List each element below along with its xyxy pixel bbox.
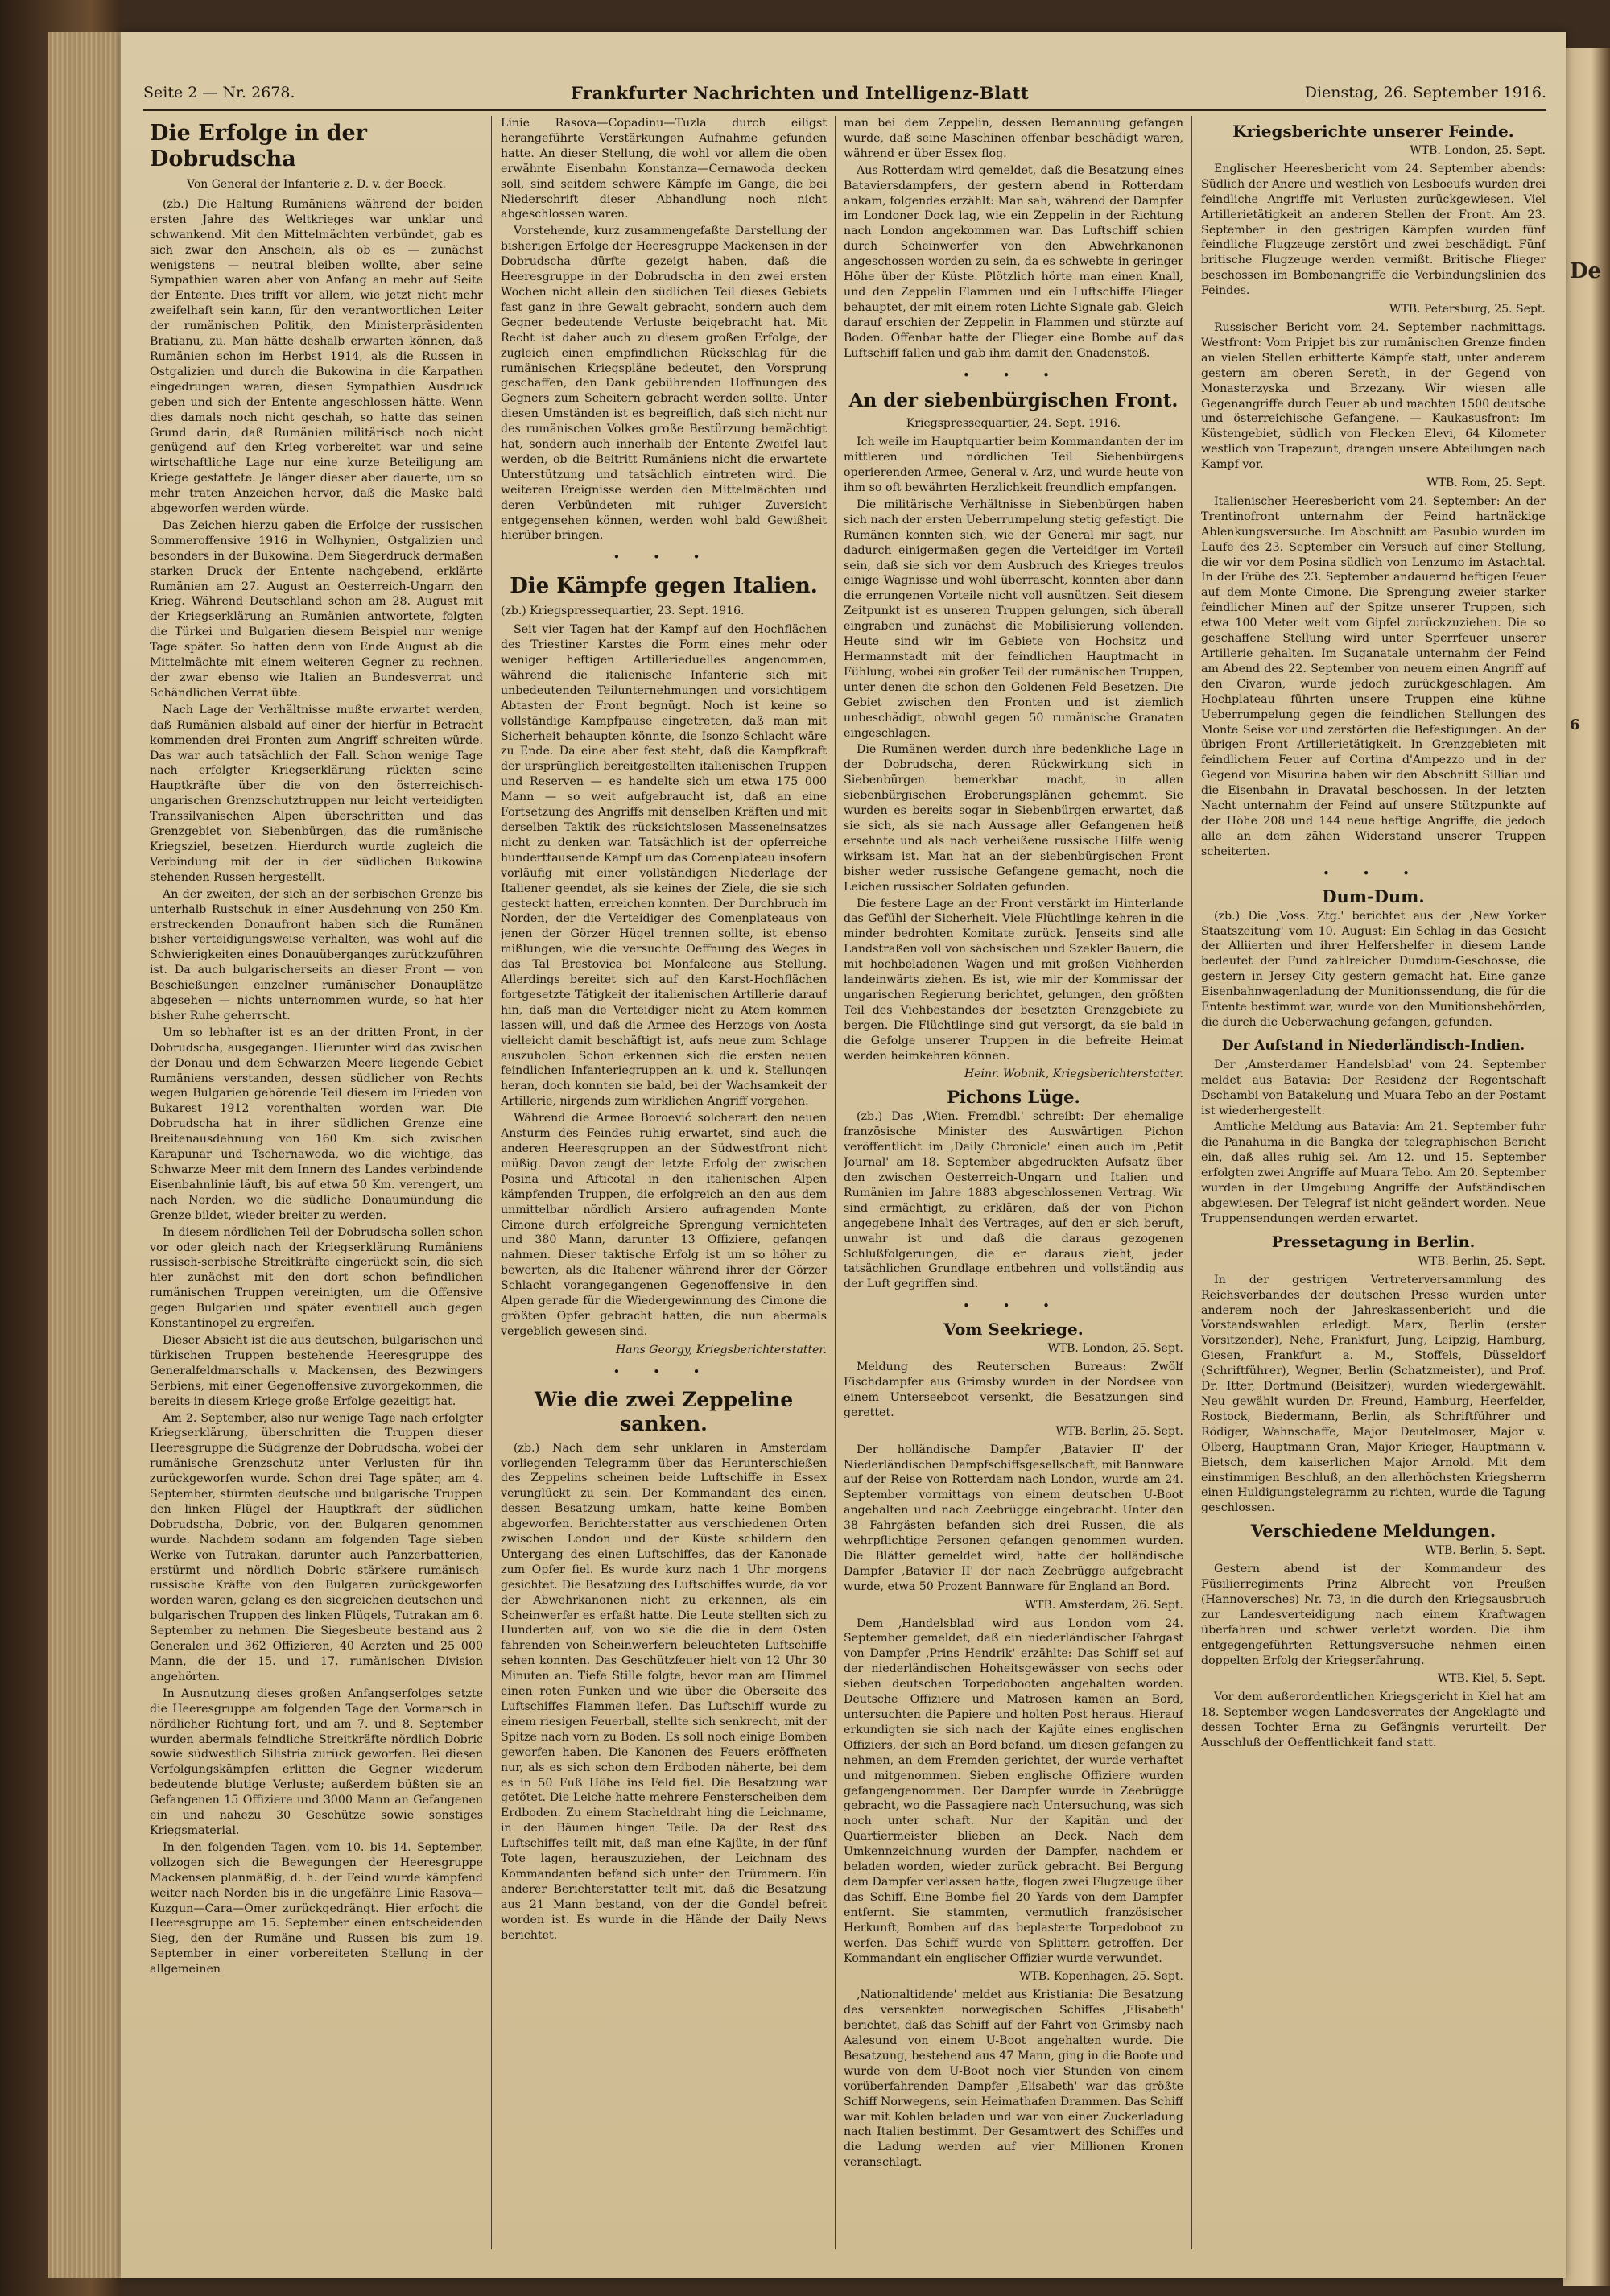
- article-paragraph: In der gestrigen Vertreterversammlung des Reichsverbandes der deutschen Presse wurden unter anderem noch der Jahreskassenbericht und die Vorstandswahlen erledigt. Marx, Berlin (erster Vorsitzender), Nehe, Frankfurt, Jung, Leipzig, Hamburg, Giesen, Frankfurt a. M., Stoffels, Düsseldorf (Schriftführer), Wegner, Berlin (Schatzmeister), und Prof. Dr. Itter, Dortmund (Beisitzer), wurden wiedergewählt. Neu gewählt wurden Dr. Freund, Hamburg, Heerfelder, Rostock, Biedermann, Berlin, als Schriftführer und Rödiger, Wahnschaffe, Major Deutelmoser, Major v. Olberg, Hauptmann Gran, Major Krieger, Hauptmann v. Bietsch, dem kaiserlichen Major Arnold. Mit dem einstimmigen Beschluß, an den allerhöchsten Kriegsherrn einen Huldigungstelegramm zu richten, wurde die Tagung geschlossen.: [1201, 1273, 1546, 1515]
- article-paragraph: Der ‚Amsterdamer Handelsblad' vom 24. September meldet aus Batavia: Der Residenz der Regentschaft Dschambi von Batakelung und Muara Tebo an der Postamt ist wiederhergestellt.: [1201, 1058, 1546, 1117]
- article-dateline: WTB. Berlin, 25. Sept.: [1055, 1424, 1183, 1438]
- article-paragraph: Seit vier Tagen hat der Kampf auf den Hochflächen des Triestiner Karstes die Form eines mehr oder weniger heftigen Artillerieduelles angenommen, während die italienische Infanterie sich mit unbedeutenden Teilunternehmungen und vorsichtigem Abtasten der Front begnügt. Noch ist keine so vollständige Kampfpause eingetreten, daß man mit Sicherheit behaupten könnte, die Isonzo-Schlacht wäre zu Ende. Da eine aber fest steht, daß die Kampfkraft der ursprünglich bereitgestellten italienischen Truppen und Reserven — es handelte sich um etwa 175 000 Mann — so weit aufgebraucht ist, daß an eine Fortsetzung des Angriffs mit denselben Kräften und mit derselben Taktik des rücksichtslosen Masseneinsatzes nicht zu denken war. Tatsächlich ist der opferreiche hunderttausende Kampf um das Comenplateau insofern vorläufig mit einer vollständigen Niederlage der Italiener geendet, als sie keines der Ziele, die sie sich gesteckt hatten, erreichen konnten. Der Durchbruch im Norden, der die Verteidiger des Comenplateaus von jenen der Görzer Hügel trennen sollte, ist ebenso mißlungen, wie die versuchte Oeffnung des Weges in das Tal Brestovica bei Monfalcone aus Stellung. Allerdings bereitet sich auf den Karst-Hochflächen fortgesetzte Tätigkeit der italienischen Artillerie darauf hin, daß man die Verteidiger nicht zu Atem kommen lassen will, und daß die Armee des Herzogs von Aosta vielleicht damit beschäftigt ist, aufs neue zum Schlage auszuholen. Schon erkennen sich die ersten neuen feindlichen Infanteriegruppen an k. und k. Stellungen heran, doch konnten sie bald, bei der Wachsamkeit der Artillerie, nirgends zum wirklichen Angriff vorgehen.: [501, 623, 827, 1109]
- article-dateline: WTB. Kopenhagen, 25. Sept.: [1019, 1970, 1183, 1984]
- column-3: [844, 116, 1183, 2249]
- article-dateline: (zb.) Kriegspressequartier, 23. Sept. 1916.: [501, 605, 745, 618]
- paper-title: Frankfurter Nachrichten und Intelligenz-Blatt: [571, 82, 1030, 103]
- separator: • • •: [613, 1364, 715, 1379]
- column-divider: [835, 116, 836, 2249]
- newspaper-page: [121, 32, 1566, 2278]
- column-2: [501, 116, 827, 2249]
- separator: • • •: [962, 1299, 1065, 1314]
- article-dateline: WTB. Petersburg, 25. Sept.: [1389, 303, 1546, 316]
- column-divider: [1191, 116, 1192, 2249]
- separator: • • •: [613, 550, 715, 565]
- article-paragraph: In Ausnutzung dieses großen Anfangserfolges setzte die Heeresgruppe am folgenden Tage den Vormarsch in nördlicher Richtung fort, und am 7. und 8. September wurden abermals feindliche Streitkräfte nördlich Dobric sowie südwestlich Silistria zurück geworfen. Bei diesen Verfolgungskämpfen erlitten die Gegner wiederum bedeutende blutige Verluste; außerdem büßten sie an Gefangenen 15 Offiziere und 3000 Mann an Gefangenen ein und nahezu 30 Geschütze sowie sonstiges Kriegsmaterial.: [150, 1687, 483, 1837]
- article-paragraph: Linie Rasova—Copadinu—Tuzla durch eiligst herangeführte Verstärkungen Aufnahme gefunden hatte. An dieser Stellung, die wohl vor allem die oben erwähnte Eisenbahn Konstanza—Cernawoda decken soll, sind seitdem schwere Kämpfe im Gange, die bei Niederschrift dieser Abhandlung noch nicht abgeschlossen waren.: [501, 117, 827, 221]
- article-title: An der siebenbürgischen Front.: [848, 390, 1179, 412]
- article-dateline: WTB. Kiel, 5. Sept.: [1437, 1672, 1546, 1686]
- article-paragraph: Nach Lage der Verhältnisse mußte erwartet werden, daß Rumänien alsbald auf einer der hierfür in Betracht kommenden drei Fronten zum Angriff schreiten würde. Das war auch tatsächlich der Fall. Schon wenige Tage nach erfolgter Kriegserklärung rückten seine Hauptkräfte über die von den österreichisch-ungarischen Grenzschutztruppen nur leicht verteidigten Transsilvanischen Alpen überschritten und das Grenzgebiet von Siebenbürgen, das die rumänische Kriegsziel, besetzen. Hierdurch wurde zugleich die Verbindung mit der in der südlichen Bukowina stehenden Russen hergestellt.: [150, 703, 483, 884]
- article-dateline: Kriegspressequartier, 24. Sept. 1916.: [906, 417, 1121, 431]
- article-paragraph: Dieser Absicht ist die aus deutschen, bulgarischen und türkischen Truppen bestehende Heeresgruppe des Generalfeldmarschalls v. Mackensen, des Bezwingers Serbiens, mit einer Gegenoffensive zuvorgekommen, die bereits in diesem Kriege große Erfolge gezeitigt hat.: [150, 1333, 483, 1408]
- article-title: Pichons Lüge.: [947, 1087, 1080, 1108]
- article-dateline: WTB. Amsterdam, 26. Sept.: [1024, 1598, 1183, 1612]
- column-4: [1201, 116, 1546, 2249]
- article-paragraph: (zb.) Nach dem sehr unklaren in Amsterdam vorliegenden Telegramm über das Herunterschießen des Zeppelins scheinen beide Luftschiffe in Essex verunglückt zu sein. Der Kommandant des einen, dessen Besatzung umkam, hatte keine Bomben abgeworfen. Berichterstatter aus verschiedenen Orten zwischen London und der Küste schildern den Untergang des einen Luftschiffes, das der Kanonade zum Opfer fiel. Es wurde kurz nach 1 Uhr morgens gesichtet. Die Besatzung des Luftschiffes wurde, da vor der Abwehrkanonen nicht zu erkennen, als ein Scheinwerfer es erfaßt hatte. Die Leute stellten sich zu Hunderten auf, von wo sie die die in dem Osten fahrenden von Scheinwerfern beleuchteten Luftschiffe sehen konnten. Das Geschützfeuer hielt von 12 Uhr 30 Minuten an. Tiefe Stille folgte, bevor man am Himmel einen roten Funken und wie über die Oberseite des Luftschiffes Flammen liefen. Das Luftschiff wurde zu einem riesigen Feuerball, stellte sich senkrecht, mit der Spitze nach vorn zu Boden. Es soll noch einige Bomben geworfen haben. Die Kanonen des Feuers eröffneten nur, als es sich schon dem Erdboden näherte, bei dem es in 50 Fuß Höhe ins Feld fiel. Die Besatzung war getötet. Die Leiche hatte mehrere Fensterscheiben dem Erdboden. Zu einem Stacheldraht hing die Leichname, in den Bäumen hingen Teile. Da der Rest des Luftschiffes teilt mit, daß man eine Kajüte, in der fünf Tote lagen, herauszuziehen, der Leichnam des Kommandanten befand sich unter den Trümmern. Ein anderer Berichterstatter teilt mit, daß die Besatzung aus 21 Mann bestand, von der die Gondel befreit worden ist. Es wurde in die Hände der Daily News berichtet.: [501, 1441, 827, 1942]
- article-paragraph: Während die Armee Boroević solcherart den neuen Ansturm des Feindes ruhig erwartet, sind auch die anderen Heeresgruppen an der Südwestfront nicht müßig. Davon zeugt der letzte Erfolg der zwischen Posina und Afticotal in den italienischen Alpen kämpfenden Truppen, die erfolgreich an den aus dem unmittelbar nördlich Arsiero aufragenden Monte Cimone durch erfolgreiche Sprengung vernichteten und 380 Mann, darunter 13 Offiziere, gefangen nahmen. Dieser taktische Erfolg ist um so höher zu bewerten, als die Italiener während ihrer der Görzer Schlacht vorangegangenen Gegenoffensive in den Alpen gerade für die Wiedergewinnung des Cimone die größten Opfer gebracht hatten, die nun abermals vergeblich gewesen sind.: [501, 1112, 827, 1338]
- article-paragraph: Englischer Heeresbericht vom 24. September abends: Südlich der Ancre und westlich von Lesboeufs wurden drei feindliche Angriffe mit Verlusten zurückgewiesen. Viel Artillerietätigkeit an anderen Stellen der Front. Am 23. September in den gestrigen Kämpfen wurden fünf feindliche Flugzeuge zerstört und zwei beschädigt. Fünf britische Flugzeuge werden vermißt. Britische Flieger beschossen im Bombenangriffe die Verbindungslinien des Feindes.: [1201, 162, 1546, 298]
- article-byline: Von General der Infanterie z. D. v. der Boeck.: [187, 178, 446, 191]
- next-page-letters: De: [1570, 259, 1602, 283]
- article-paragraph: Die festere Lage an der Front verstärkt im Hinterlande das Gefühl der Sicherheit. Viele Flüchtlinge kehren in die minder bedrohten Komitate zurück. Jenseits sind alle Landstraßen voll von sächsischen und Szekler Bauern, die mit hochbeladenen Wagen und mit großen Viehherden landeinwärts ziehen. Es ist, wie mir der Kommissar der ungarischen Regierung berichtet, gelungen, den größten Teil des Viehbestandes der besetzten Grenzgebiete zu bergen. Die Flüchtlinge sind gut versorgt, da sie bald in die Gefolge unserer Truppen in die befreite Heimat werden heimkehren können.: [844, 897, 1183, 1063]
- article-paragraph: Der holländische Dampfer ‚Batavier II' der Niederländischen Dampfschiffsgesellschaft, mit Bannware auf der Reise von Rotterdam nach London, wurde am 24. September vormittags von einem deutschen U-Boot angehalten und nach Zeebrügge eingebracht. Unter den 38 Fahrgästen befanden sich drei Russen, die als wehrpflichtige Personen gefangen genommen wurden. Die Blätter gemeldet wird, hatte der holländische Dampfer ‚Batavier II' der nach Zeebrügge aufgebracht wurde, etwa 50 Prozent Bannware für England an Bord.: [844, 1443, 1183, 1593]
- article-title: Verschiedene Meldungen.: [1250, 1521, 1496, 1542]
- article-paragraph: Aus Rotterdam wird gemeldet, daß die Besatzung eines Bataviersdampfers, der gestern abend in Rotterdam ankam, folgendes erzählt: Man sah, während der Dampfer im Londoner Dock lag, wie ein Zeppelin in der Richtung nach London angekommen war. Das Luftschiff schien durch Scheinwerfer von den Abwehrkanonen angeschossen worden zu sein, da es schwebte in geringer Höhe über der Küste. Plötzlich hörte man einen Knall, und den Zeppelin Flammen und ein Luftschiffe Flieger behauptet, der mit einem roten Lichte Signale gab. Gleich darauf erschien der Zeppelin in Flammen und stürzte auf Boden. Offenbar hatte der Flieger eine Bombe auf das Luftschiff fallen und gab ihm damit den Gnadenstoß.: [844, 163, 1183, 360]
- article-dateline: WTB. Berlin, 5. Sept.: [1425, 1544, 1546, 1558]
- article-title: Wie die zwei Zeppeline sanken.: [534, 1387, 794, 1435]
- article-paragraph: Das Zeichen hierzu gaben die Erfolge der russischen Sommeroffensive 1916 in Wolhynien, Ostgalizien und besonders in der Bukowina. Dem Siegerdruck dermaßen starken Druck der Entente nachgebend, erklärte Rumänien am 27. August an Oesterreich-Ungarn den Krieg. Während Deutschland schon am 28. August mit der Kriegserklärung an Rumänien antwortete, folgten die Türkei und Bulgarien diesem Beispiel nur wenige Tage später. So hatten denn von Ende August ab die Mittelmächte mit einem weiteren Gegner zu rechnen, der zwar ebenso wie Italien an Bundesverrat und Schändlichen Verrat übte.: [150, 518, 483, 700]
- article-paragraph: Meldung des Reuterschen Bureaus: Zwölf Fischdampfer aus Grimsby wurden in der Nordsee von einem Unterseeboot versenkt, die Besatzungen sind gerettet.: [844, 1361, 1183, 1419]
- article-paragraph: man bei dem Zeppelin, dessen Bemannung gefangen wurde, daß seine Maschinen offenbar beschädigt waren, während er über Essex flog.: [844, 117, 1183, 160]
- separator: • • •: [1322, 865, 1425, 881]
- article-paragraph: Russischer Bericht vom 24. September nachmittags. Westfront: Vom Pripjet bis zur rumänischen Grenze finden an vielen Stellen erbitterte Kämpfe statt, unter anderem gestern am oberen Sereth, in der Gegend von Monasterzyska und Brzezany. Wir wiesen alle Gegenangriffe durch Feuer ab und machten 1500 deutsche und österreichische Gefangene. — Kaukasusfront: Im Küstengebiet, südlich von Flecken Elevi, 64 Kilometer westlich von Trapezunt, drangen unsere Abteilungen nach Kampf vor.: [1201, 320, 1546, 472]
- article-paragraph: Ich weile im Hauptquartier beim Kommandanten der im mittleren und nördlichen Teil Siebenbürgens operierenden Armee, General v. Arz, und wurde heute von ihm so oft bewährten Herzlichkeit freundlich empfangen.: [844, 436, 1183, 495]
- article-author: Hans Georgy, Kriegsberichterstatter.: [616, 1343, 827, 1357]
- column-1: [150, 116, 483, 2249]
- article-paragraph: An der zweiten, der sich an der serbischen Grenze bis unterhalb Rustschuk in einer Ausdehnung von 250 Km. erstreckenden Donaufront haben sich die Rumänen bisher verteidigungsweise verhalten, was wohl auf die Schwierigkeiten eines Donauüberganges zurückzuführen ist. Da auch bulgarischerseits an dieser Front — von Beschießungen einzelner rumänischer Donauplätze abgesehen — nichts unternommen wurde, so hat hier bisher Ruhe geherrscht.: [150, 887, 483, 1022]
- article-title: Der Aufstand in Niederländisch-Indien.: [1221, 1037, 1525, 1054]
- article-title: Vom Seekriege.: [943, 1319, 1084, 1340]
- article-paragraph: In den folgenden Tagen, vom 10. bis 14. September, vollzogen sich die Bewegungen der Heeresgruppe Mackensen planmäßig, d. h. der Feind wurde kämpfend weiter nach Norden bis in die ungefähre Linie Rasova—Kuzgun—Cara—Omer zurückgedrängt. Hier erfocht die Heeresgruppe am 15. September einen entscheidenden Sieg, den der Rumäne und Russen bis zum 19. September in einer vorbereiteten Stellung in der allgemeinen: [150, 1840, 483, 1976]
- page-number: Seite 2 — Nr. 2678.: [143, 84, 295, 101]
- article-paragraph: Die Rumänen werden durch ihre bedenkliche Lage in der Dobrudscha, deren Rückwirkung sich in Siebenbürgen bemerkbar macht, in allen siebenbürgischen Eroberungsplänen gehemmt. Sie wurden es bereits sogar in Siebenbürgen erwartet, daß sie sich, als sie nach Aussage aller Gefangenen heiß ersehnte und als nach verheißene russische Hilfe wenig wirksam ist. Man hat an der siebenbürgischen Front bisher weder russische Gefangene gemacht, noch die Leichen russischer Soldaten gefunden.: [844, 743, 1183, 894]
- article-paragraph: Amtliche Meldung aus Batavia: Am 21. September fuhr die Panahuma in die Bangka der telegraphischen Bericht ein, daß alles ruhig sei. Am 12. und 15. September erfolgten zwei Angriffe auf Muara Tebo. Am 20. September wurden in der Umgebung Angriffe der Aufständischen abgewiesen. Der Telegraf ist nicht geändert worden. Neue Truppensendungen werden erwartet.: [1201, 1121, 1546, 1225]
- article-paragraph: Vor dem außerordentlichen Kriegsgericht in Kiel hat am 18. September wegen Landesverrates der Angeklagte und dessen Tochter Erna zu Gefängnis verurteilt. Der Ausschluß der Oeffentlichkeit fand statt.: [1201, 1691, 1546, 1750]
- article-paragraph: ‚Nationaltidende' meldet aus Kristiania: Die Besatzung des versenkten norwegischen Schiffes ‚Elisabeth' berichtet, daß das Schiff auf der Fahrt von Grimsby nach Aalesund von einem U-Boot angehalten wurde. Die Besatzung, bestehend aus 47 Mann, ging in die Boote und wurde von dem U-Boot noch vier Stunden von einem vorüberfahrenden Dampfer ‚Elisabeth' war das größte Schiff Norwegens, sein Heimathafen Drammen. Das Schiff war mit Kohlen beladen und war von einer Zuckerladung nach Italien bestimmt. Der Gesamtwert des Schiffes und die Ladung werden auf vier Millionen Kronen veranschlagt.: [844, 1988, 1183, 2170]
- article-paragraph: Am 2. September, also nur wenige Tage nach erfolgter Kriegserklärung, überschritten die Truppen dieser Heeresgruppe die Südgrenze der Dobrudscha, wobei der rumänische Grenzschutz unter Verlusten für ihn zurückgeworfen wurde. Schon drei Tage später, am 4. September, stürmten deutsche und bulgarische Truppen den linken Flügel der Hauptkraft der südlichen Dobrudscha, Dobric, von den Bulgaren genommen wurde. Nachdem sodann am folgenden Tage sieben Werke von Tutrakan, darunter auch Panzerbatterien, erstürmt und nördlich Dobric stärkere rumänisch-russische Kräfte von den Bulgaren zurückgeworfen worden waren, gelang es den siegreichen deutschen und bulgarischen Truppen des linken Flügels, Tutrakan am 6. September zu nehmen. Die Siegesbeute bestand aus 2 Generalen und 362 Offizieren, 40 Aerzten und 25 000 Mann, die der 15. und 17. rumänischen Division angehörten.: [150, 1411, 483, 1683]
- article-author: Heinr. Wobnik, Kriegsberichterstatter.: [964, 1067, 1183, 1081]
- article-title: Pressetagung in Berlin.: [1271, 1233, 1476, 1251]
- article-paragraph: (zb.) Die ‚Voss. Ztg.' berichtet aus der ‚New Yorker Staatszeitung' vom 10. August: Ein Schlag in das Gesicht der Alliierten und ihrer Helfershelfer in diesem Lande bedeutet der Fund zahlreicher Dumdum-Geschosse, die gestern in Jersey City gestern gemacht hat. Eine ganze Eisenbahnwagenladung der Munitionssendung, die für die Entente bestimmt war, wurde von den Munitionsbehörden, die durch die Ueberwachung gefangen, gefunden.: [1201, 909, 1546, 1029]
- article-paragraph: In diesem nördlichen Teil der Dobrudscha sollen schon vor oder gleich nach der Kriegserklärung Rumäniens russisch-serbische Streitkräfte eingerückt sein, die sich hier zunächst mit den dort schon befindlichen rumänischen Truppen vereinigten, um die Offensive gegen Bulgarien und später eventuell auch gegen Konstantinopel zu ergreifen.: [150, 1225, 483, 1331]
- article-title: Die Erfolge in der Dobrudscha: [150, 121, 367, 171]
- article-paragraph: Um so lebhafter ist es an der dritten Front, in der Dobrudscha, ausgegangen. Hierunter wird das zwischen der Donau und dem Schwarzen Meere liegende Gebiet Rumäniens verstanden, dessen südlicher von Rechts wegen Bulgarien gehörende Teil diesem im Frieden von Bukarest 1912 vorenthalten worden war. Die Dobrudscha hat in ihrer südlichen Grenze eine Breitenausdehnung von 160 Km. sich zwischen Karapunar und Tschernawoda, wo die wichtige, das Schwarze Meer mit dem Innern des Landes verbindende Eisenbahnlinie läuft, bis auf etwa 50 Km. verengert, um nach Norden, wo die südliche Donaumündung die Grenze bildet, wieder breiter zu werden.: [150, 1026, 483, 1222]
- issue-date: Dienstag, 26. September 1916.: [1304, 84, 1546, 101]
- article-paragraph: Vorstehende, kurz zusammengefaßte Darstellung der bisherigen Erfolge der Heeresgruppe Mackensen in der Dobrudscha dürfte gezeigt haben, daß die Heeresgruppe in der Dobrudscha in den zwei ersten Wochen nicht allein den südlichen Teil dieses Gebiets fast ganz in ihre Gewalt gebracht, sondern auch dem Gegner bedeutende Verluste beigebracht hat. Mit Recht ist daher auch zu diesem großen Erfolge, der zugleich einen empfindlichen Rückschlag für die rumänischen Kriegspläne bedeutet, den Vorsprung geschaffen, den Dank gebührenden Hoffnungen des Gegners zum Scheitern gebracht werden sollte. Unter diesen Umständen ist es begreiflich, daß sich nicht nur des rumänischen Volkes große Bestürzung bemächtigt hat, sondern auch innerhalb der Entente Zweifel laut werden, ob die Beitritt Rumäniens nicht die erwartete Unterstützung und tatsächlich eintreten wird. Die weiteren Ereignisse werden den Mittelmächten und deren Verbündeten mit ruhiger Zuversicht entgegensehen können, werden wohl bald Gewißheit hierüber bringen.: [501, 225, 827, 543]
- article-dateline: WTB. London, 25. Sept.: [1047, 1342, 1183, 1356]
- article-title: Die Kämpfe gegen Italien.: [510, 574, 818, 599]
- article-paragraph: Die militärische Verhältnisse in Siebenbürgen haben sich nach der ersten Ueberrumpelung stetig gefestigt. Die Rumänen konnten sich, wie der General mir sagt, nur dadurch einigermaßen gegen die Verteidiger im Vorteil sein, daß sie sich vor dem Ausbruch des Krieges treulos einige Wagnisse und wohl überrascht, konnten aber dann die errungenen Vorteile nicht voll ausnützen. Seit diesem Zeitpunkt ist es unseren Truppen gelungen, sich überall eingraben und zunächst die Mobilisierung vollenden. Heute sind wir im Gebiete von Hochsitz und Hermannstadt mit der feindlichen Hauptmacht in Fühlung, wobei ein großer Teil der rumänischen Truppen, unter denen die schon den Goldenen Feld Besetzen. Die Gebiet zwischen den Fronten und ist ziemlich unbeschädigt, obwohl gegen 50 rumänische Granaten eingeschlagen.: [844, 498, 1183, 740]
- article-title: Dum-Dum.: [1322, 886, 1425, 906]
- article-paragraph: Italienischer Heeresbericht vom 24. September: An der Trentinofront unternahm der Feind hartnäckige Ablenkungsversuche. Im Abschnitt am Pasubio wurden im Laufe des 23. September ein Versuch auf einer Stellung, die wir vor dem Posina südlich von Lenzumo im Astachtal. In der Frühe des 23. September andauernd heftigen Feuer auf dem Monte Cimone. Die Sprengung zweier starker feindlicher Minen auf der Spitze unserer Truppen, sich etwa 100 Meter weit vom Gipfel zurückzuziehen. Die so geschaffene Stellung wird unter Sperrfeuer unserer Artillerie gehalten. Im Suganatale unternahm der Feind am Abend des 22. September von neuem einen Angriff auf den Civaron, wurde jedoch zurückgeschlagen. Am Hochplateau führten unsere Truppen eine kühne Ueberrumpelung gegen die feindlichen Stellungen des Monte Seise vor und zerstörten die Befestigungen. An der übrigen Front Artillerietätigkeit. In Grenzgebieten mit feindlichem Feuer auf Cortina d'Ampezzo und in der Gegend von Misurina haben wir den Abschnitt Sillian und die Eisenbahn in Dravatal beschossen. In der letzten Nacht unternahm der Feind auf unsere Stützpunkte auf der Höhe 208 und 144 neue heftige Angriffe, die jedoch alle an dem zähen Widerstand unserer Truppen scheiterten.: [1201, 494, 1546, 858]
- page-stack-edge: [48, 32, 125, 2278]
- article-title: Kriegsberichte unserer Feinde.: [1232, 122, 1514, 141]
- next-page-letters: 6: [1570, 716, 1580, 733]
- article-dateline: WTB. Berlin, 25. Sept.: [1418, 1254, 1546, 1268]
- article-paragraph: Dem ‚Handelsblad' wird aus London vom 24. September gemeldet, daß ein niederländischer Fahrgast von Dampfer ‚Prins Hendrik' erzählte: Das Schiff sei auf der niederländischen Hoheitsgewässer von sechs oder sieben deutschen Torpedobooten angehalten worden. Deutsche Offiziere und Matrosen kamen an Bord, untersuchten die Papiere und holten Post heraus. Hierauf erkundigten sie sich nach der Kajüte eines englischen Offiziers, der sich an Bord befand, um diesen gefangen zu nehmen, an dem Fremden gerichtet, der wurde verhaftet und mitgenommen. Sieben englische Offiziere wurden gefangengenommen. Der Dampfer wurde in Zeebrügge gebracht, wo die Passagiere nach Untersuchung, was sich noch unter schaft. Nur der Kapitän und der Quartiermeister blieben an Deck. Nach dem Umkennzeichnung wurden der Dampfer, nachdem er beladen worden, wieder zurück gebracht. Bei Bergung dem Dampfer verlassen hatte, flogen zwei Flugzeuge über das Schiff. Eine Bombe fiel 20 Yards von dem Dampfer entfernt. Sie stammten, vermutlich französischer Herkunft, Bomben auf das beplasterte Torpedoboot zu werfen. Das Schiff wurde von Splittern getroffen. Der Kommandant ein englischer Offizier wurde verwundet.: [844, 1617, 1183, 1965]
- article-paragraph: (zb.) Die Haltung Rumäniens während der beiden ersten Jahre des Weltkrieges war unklar und schwankend. Mit den Mittelmächten verbündet, gab es sich zwar den Anschein, als ob es — zunächst wenigstens — neutral bleiben wollte, aber seine Sympathien waren aber von Anfang an mehr auf Seite der Entente. Dies trifft vor allem, wie jetzt nicht mehr zweifelhaft sein kann, für den verantwortlichen Leiter der rumänischen Politik, den Ministerpräsidenten Bratianu, zu. Man hätte deshalb erwarten können, daß Rumänien schon im Herbst 1914, als die Russen in Ostgalizien und durch die Bukowina in die Karpathen eingedrungen waren, diesen Sympathien Ausdruck geben und sich der Entente angeschlossen hätte. Wenn dies damals noch nicht geschah, so hatte das seinen Grund darin, daß Rumänien militärisch noch nicht genügend auf den Krieg vorbereitet war und seine wirtschaftliche Lage nur eine kurze Beteiligung am Kriege gestattete. Je länger dieser aber dauerte, um so mehr traten Anzeichen hervor, daß die Maske bald abgeworfen werden würde.: [150, 197, 483, 516]
- article-dateline: WTB. Rom, 25. Sept.: [1426, 477, 1546, 490]
- next-page-edge: [1563, 48, 1610, 2286]
- column-divider: [491, 116, 492, 2249]
- article-paragraph: Gestern abend ist der Kommandeur des Füsilierregiments Prinz Albrecht von Preußen (Hannoversches) Nr. 73, in die durch den Kriegsausbruch zur Landesverteidigung nach einem Kraftwagen überfahren und schwer verletzt worden. Die ihm entgegengeführten Rettungsversuche nehmen einen doppelten Erfolg der Kriegserfahrung.: [1201, 1563, 1546, 1667]
- article-paragraph: (zb.) Das ‚Wien. Fremdbl.' schreibt: Der ehemalige französische Minister des Auswärtigen Pichon veröffentlicht im ‚Daily Chronicle' einen auch im ‚Petit Journal' am 18. September abgedruckten Aufsatz über den zwischen Oesterreich-Ungarn und Italien und Rumänien im Jahre 1883 abgeschlossenen Vertrag. Wir sind ermächtigt, zu erklären, daß der von Pichon angegebene Inhalt des Vertrages, auf den er sich beruft, unwahr ist und daß die daraus gezogenen Schlußfolgerungen, die er daraus zieht, jeder tatsächlichen Grundlage entbehren und vollständig aus der Luft gegriffen sind.: [844, 1110, 1183, 1291]
- header-rule: [143, 109, 1546, 111]
- separator: • • •: [962, 367, 1065, 382]
- article-dateline: WTB. London, 25. Sept.: [1410, 144, 1546, 157]
- page-header: [143, 79, 1546, 106]
